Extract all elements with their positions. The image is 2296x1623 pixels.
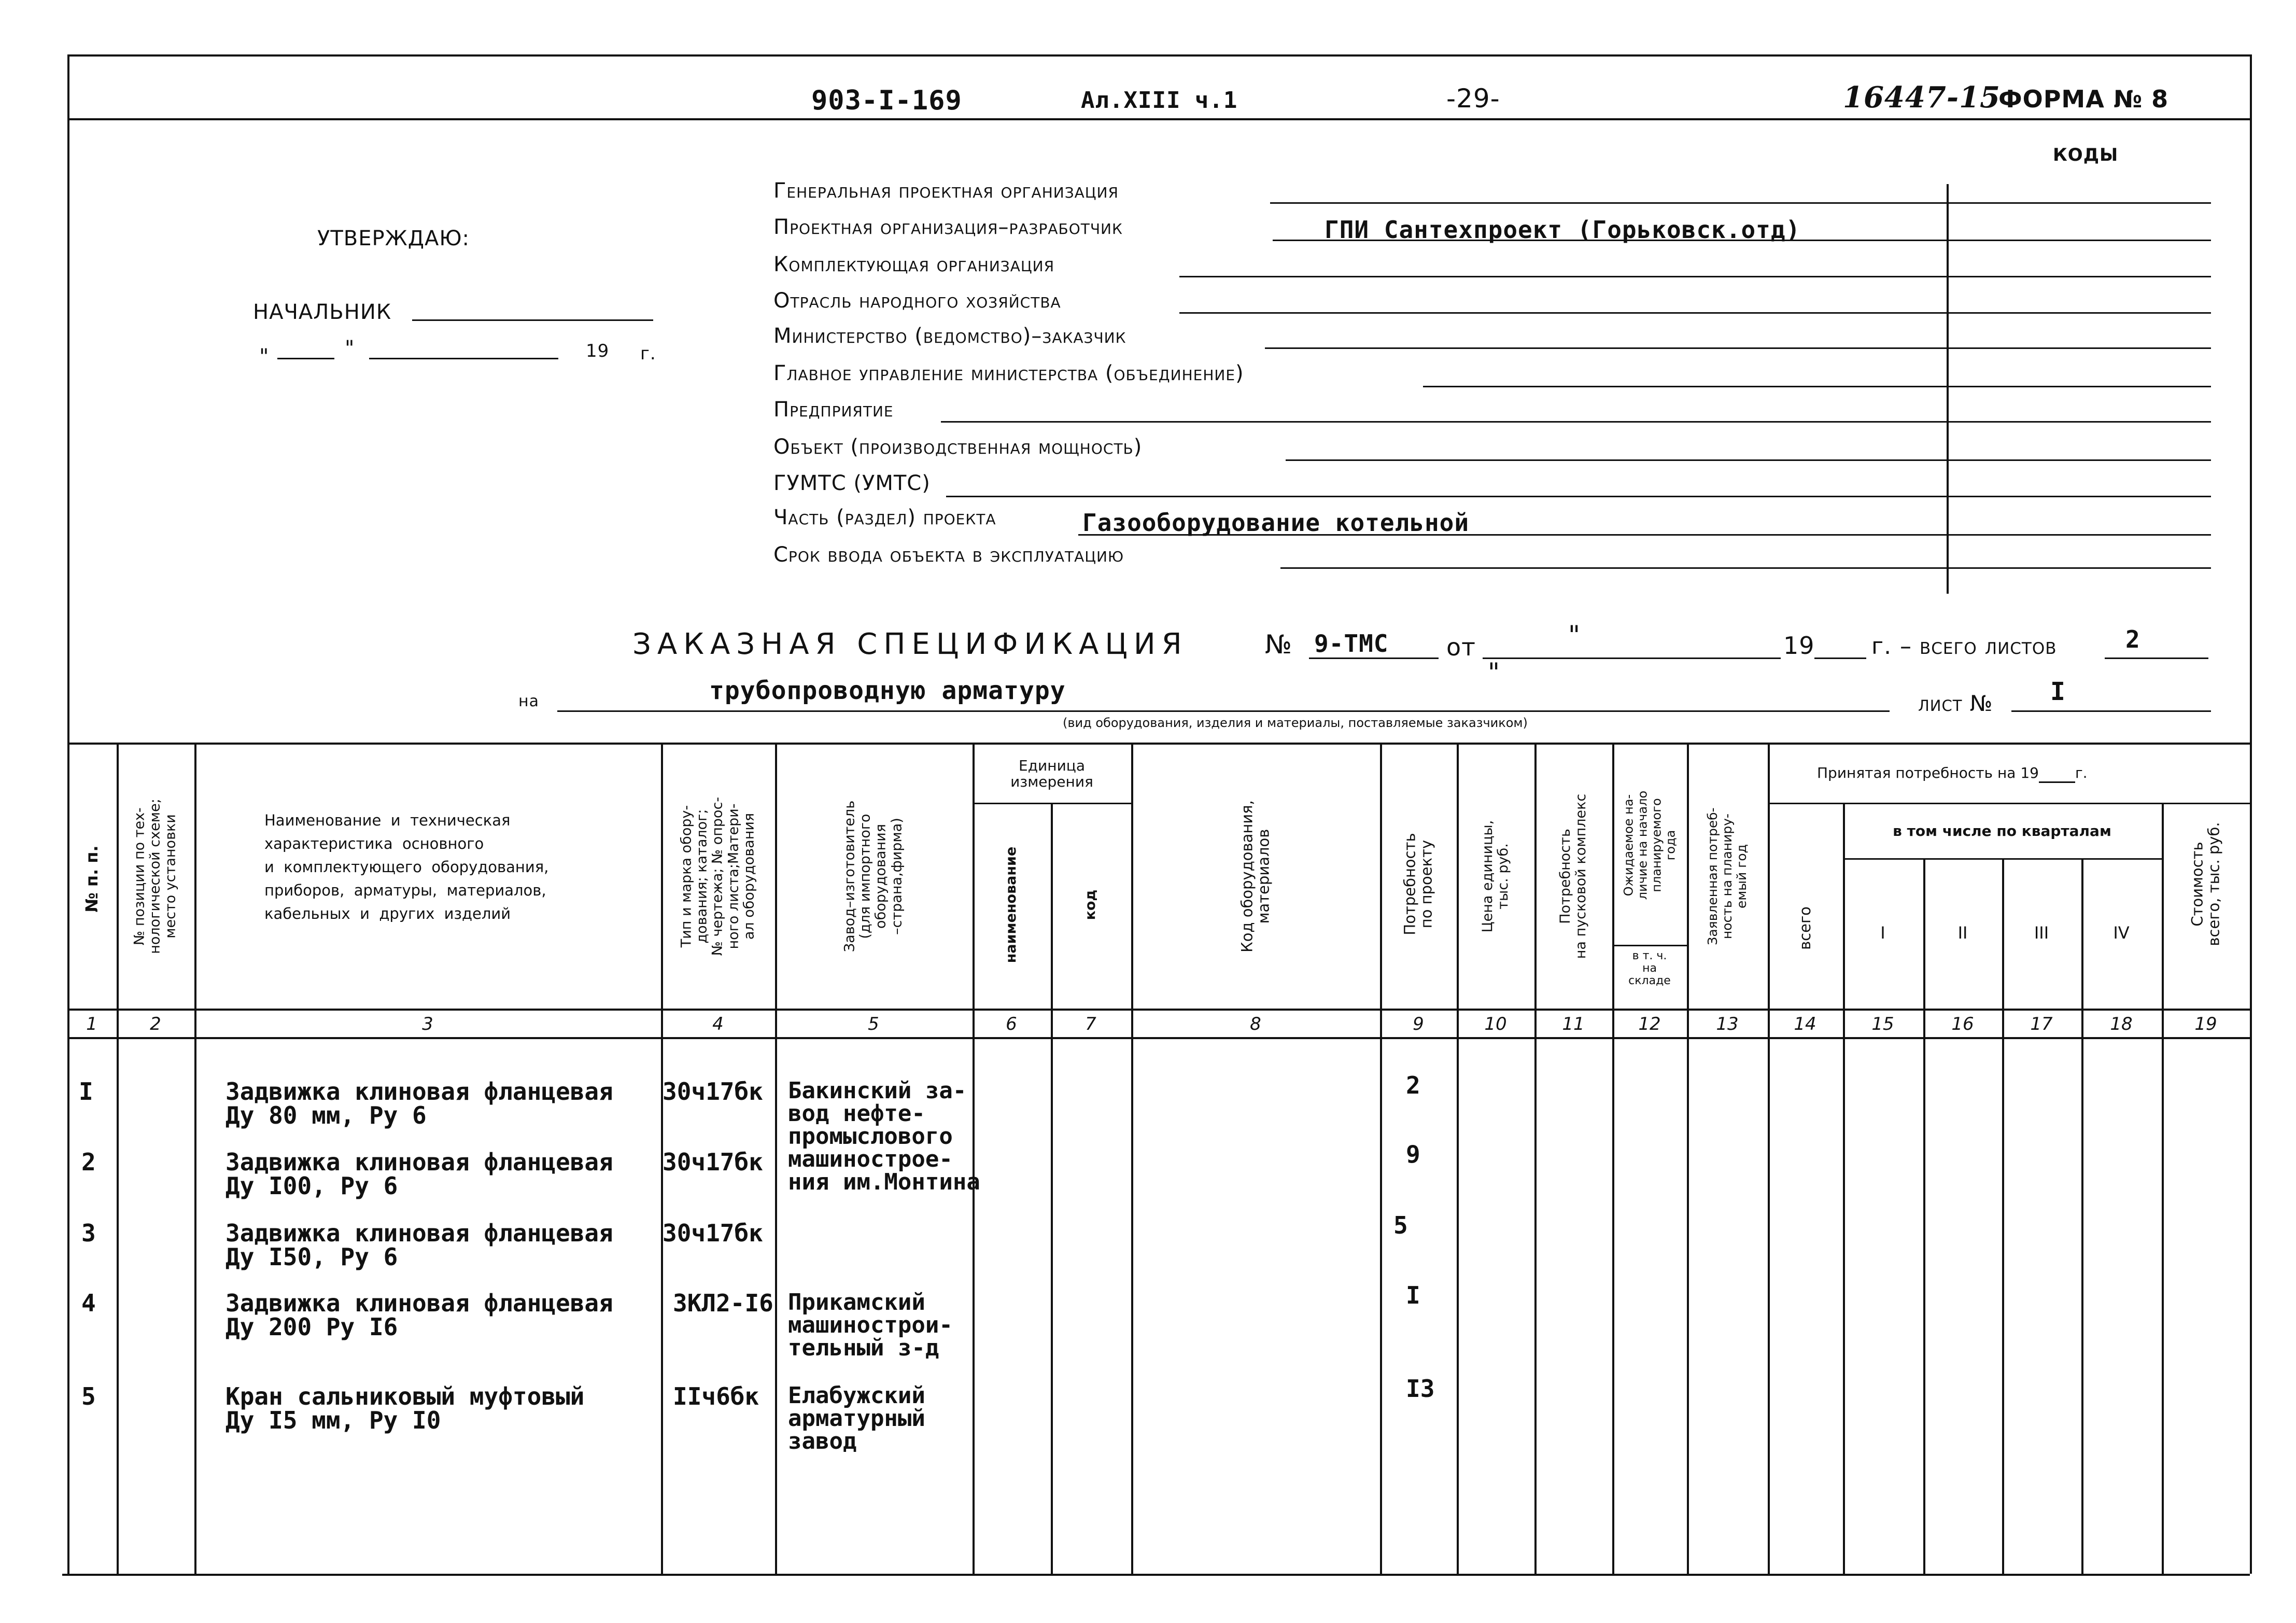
spec-quote-close: "	[1488, 657, 1500, 688]
manufacturer: Елабужский арматурный завод	[788, 1382, 925, 1454]
org-field-line	[1078, 534, 2211, 536]
col-number: 5	[868, 1014, 879, 1034]
col-header-q3: III	[2034, 923, 2049, 943]
row-need: 5	[1393, 1211, 1408, 1239]
col-number: 4	[712, 1014, 724, 1034]
accepted-suffix: г.	[2075, 764, 2088, 781]
row-number: 5	[81, 1382, 96, 1410]
org-field-label: Часть (раздел) проекта	[773, 506, 996, 529]
col-header-9: Потребность по проекту	[1401, 833, 1435, 935]
col-header-11: Потребность на пусковой комплекс	[1557, 793, 1589, 959]
org-field-line	[1423, 386, 2211, 387]
org-field-line	[946, 496, 2211, 497]
spec-year-line	[1814, 657, 1866, 659]
row-name: Задвижка клиновая фланцевая Ду I50, Ру 6	[226, 1219, 613, 1271]
col-number: 8	[1250, 1014, 1261, 1034]
row-type: 30ч17бк	[663, 1078, 763, 1106]
spec-from-label: от	[1446, 633, 1476, 661]
col-number: 12	[1638, 1014, 1661, 1034]
spec-number-label: №	[1265, 629, 1293, 660]
spec-total-sheets-line	[2105, 657, 2208, 659]
col-line	[194, 743, 196, 1574]
spec-sheet-line	[2011, 710, 2211, 712]
col-number: 18	[2110, 1014, 2133, 1034]
col-line	[1687, 743, 1689, 1574]
org-field-line	[1273, 240, 2211, 241]
org-field-label: Комплектующая организация	[773, 253, 1055, 276]
col-line	[1457, 743, 1459, 1574]
doc-code: 903-I-169	[811, 85, 962, 116]
col-header-5: Завод–изготовитель (для импортного оборудования –страна,фирма)	[841, 800, 905, 953]
manufacturer: Прикамский машинострои- тельный з-д	[788, 1289, 953, 1361]
col-header-19: Стоимость всего, тыс. руб.	[2188, 822, 2223, 946]
col-number: 3	[422, 1014, 433, 1034]
col-number: 15	[1871, 1014, 1894, 1034]
date-year-suffix: г.	[640, 343, 656, 364]
codes-divider	[1947, 184, 1949, 594]
chief-signature-line	[412, 319, 653, 321]
date-quote-open: "	[259, 345, 270, 369]
quarters-label: в том числе по кварталам	[1893, 822, 2111, 840]
col-line	[1612, 743, 1614, 1574]
col-number: 10	[1484, 1014, 1507, 1034]
spec-on-line	[557, 710, 1890, 712]
col-line	[1051, 803, 1053, 1574]
col-line	[117, 743, 119, 1574]
col-header-14: всего	[1796, 906, 1814, 950]
org-field-label: Главное управление министерства (объединение)	[773, 361, 1244, 385]
c12-sub-line	[1612, 945, 1687, 946]
org-field-line	[1270, 202, 2211, 204]
spec-number-line	[1309, 657, 1439, 659]
spec-date-line	[1483, 657, 1781, 659]
org-field-label: Объект (производственная мощность)	[773, 435, 1143, 459]
org-field-line	[1286, 459, 2211, 461]
col-line	[2002, 858, 2004, 1574]
spec-year-label: 19	[1783, 632, 1815, 660]
col-line	[1534, 743, 1537, 1574]
spec-on-value: трубопроводную арматуру	[709, 676, 1066, 705]
chief-label: НАЧАЛЬНИК	[253, 300, 392, 324]
col-number: 14	[1794, 1014, 1816, 1034]
spec-sheet-label: лист №	[1918, 691, 1993, 716]
table-top-line	[67, 743, 2250, 745]
col-header-unit-group: Единица измерения	[1010, 757, 1093, 790]
col-header-6: наименование	[1003, 846, 1019, 963]
spec-sheet-value: I	[2050, 677, 2066, 706]
col-header-8: Код оборудования, материалов	[1238, 800, 1273, 953]
spec-number-value: 9-ТМС	[1314, 629, 1389, 657]
col-number: 6	[1006, 1014, 1017, 1034]
spec-total-sheets-label: – всего листов	[1900, 633, 2057, 660]
frame-header-divider	[67, 118, 2250, 120]
org-field-label: Предприятие	[773, 398, 894, 422]
accepted-label: Принятая потребность на 19	[1817, 764, 2039, 781]
approve-label: УТВЕРЖДАЮ:	[317, 227, 470, 250]
col-header-10: Цена единицы, тыс. руб.	[1479, 820, 1511, 933]
col-number: 2	[150, 1014, 161, 1034]
org-field-label: Генеральная проектная организация	[773, 179, 1119, 203]
org-field-line	[1179, 276, 2211, 277]
row-type: ЗКЛ2-I6	[673, 1289, 773, 1317]
date-month-line	[369, 358, 558, 359]
col-number: 9	[1413, 1014, 1424, 1034]
col-header-1: № п. п.	[82, 845, 102, 913]
spec-quote-open: "	[1568, 620, 1581, 650]
col-header-7: код	[1082, 889, 1098, 920]
date-year-prefix: 19	[586, 341, 610, 361]
org-field-value: Газооборудование котельной	[1082, 509, 1470, 537]
form-label: ФОРМА № 8	[1998, 85, 2169, 113]
col-line	[1131, 743, 1133, 1574]
frame-left	[67, 54, 69, 1574]
date-quote-close: "	[345, 337, 355, 360]
table-colnum-top	[67, 1009, 2250, 1011]
row-need: 9	[1406, 1140, 1420, 1168]
accepted-header	[1817, 764, 2088, 783]
org-field-line	[941, 421, 2211, 423]
row-need: 2	[1406, 1071, 1420, 1099]
col-header-13: Заявленная потреб- ность на планиру- емый год	[1705, 807, 1749, 945]
row-type: IIч6бк	[673, 1382, 759, 1410]
row-type: 30ч17бк	[663, 1219, 763, 1247]
row-type: 30ч17бк	[663, 1148, 763, 1176]
col-line	[1380, 743, 1382, 1574]
row-number: 3	[81, 1219, 96, 1247]
spec-caption: (вид оборудования, изделия и материалы, поставляемые заказчиком)	[1063, 716, 1528, 730]
table-colnum-bottom	[67, 1037, 2250, 1039]
spec-total-sheets-value: 2	[2125, 625, 2140, 653]
col-number: 17	[2030, 1014, 2053, 1034]
spec-on-label: на	[518, 692, 539, 710]
col-number: 13	[1716, 1014, 1739, 1034]
org-field-label: Проектная организация–разработчик	[773, 215, 1123, 239]
col-number: 1	[86, 1014, 97, 1034]
org-field-label: Срок ввода объекта в эксплуатацию	[773, 543, 1124, 567]
col-number: 16	[1951, 1014, 1974, 1034]
org-field-line	[1265, 347, 2211, 349]
col-header-4: Тип и марка обору- дования; каталог; № чертежа; № опрос- ного листа;Матери- ал оборудования	[678, 796, 757, 956]
col-line	[1843, 803, 1845, 1574]
col-header-12: Ожидаемое на- личие на начало планируемого года	[1621, 790, 1678, 900]
org-field-label: Министерство (ведомство)–заказчик	[773, 324, 1126, 348]
col-header-q2: II	[1957, 923, 1968, 943]
frame-right	[2250, 54, 2252, 1574]
org-field-line	[1179, 312, 2211, 314]
org-field-value: ГПИ Сантехпроект (Горьковск.отд)	[1325, 216, 1801, 244]
accepted-group-line	[1768, 803, 2250, 804]
page-number: -29-	[1446, 83, 1500, 114]
date-day-line	[277, 358, 334, 359]
col-line	[775, 743, 777, 1574]
codes-label: КОДЫ	[2053, 145, 2119, 165]
col-line	[1768, 743, 1770, 1574]
row-number: 4	[81, 1289, 96, 1317]
spec-year-suffix: г.	[1871, 633, 1892, 660]
col-header-q4: IV	[2113, 923, 2130, 943]
row-need: I3	[1406, 1375, 1435, 1403]
row-number: I	[79, 1078, 93, 1106]
row-name: Кран сальниковый муфтовый Ду I5 мм, Ру I0	[226, 1382, 585, 1434]
frame-bottom	[62, 1574, 2250, 1576]
col-header-12-sub: в т. ч. на складе	[1628, 949, 1671, 988]
accepted-year-blank	[2039, 764, 2075, 783]
col-number: 7	[1085, 1014, 1096, 1034]
row-name: Задвижка клиновая фланцевая Ду 80 мм, Ру 6	[226, 1078, 613, 1129]
row-need: I	[1406, 1281, 1420, 1309]
row-name: Задвижка клиновая фланцевая Ду 200 Ру I6	[226, 1289, 613, 1341]
spec-title: ЗАКАЗНАЯ СПЕЦИФИКАЦИЯ	[632, 627, 1188, 661]
frame-top	[67, 54, 2250, 57]
org-field-line	[1280, 567, 2211, 569]
row-name: Задвижка клиновая фланцевая Ду I00, Ру 6	[226, 1148, 613, 1200]
row-number: 2	[81, 1148, 96, 1176]
col-header-q1: I	[1880, 923, 1885, 943]
org-field-label: Отрасль народного хозяйства	[773, 289, 1061, 313]
album-ref: Ал.XIII ч.1	[1081, 87, 1238, 114]
col-number: 11	[1562, 1014, 1585, 1034]
col-number: 19	[2194, 1014, 2217, 1034]
col-header-2: № позиции по тех- нологической схеме; место установки	[131, 799, 179, 954]
inventory-number: 16447-15	[1843, 80, 2001, 115]
col-header-3: Наименование и техническая характеристика основного и комплектующего оборудования, приборов, арматуры, материалов, кабельных и других изделий	[264, 812, 549, 922]
org-field-label: ГУМТС (УМТС)	[773, 471, 931, 495]
manufacturer: Бакинский за- вод нефте- промыслового машинострое- ния им.Монтина	[788, 1078, 980, 1195]
col-line	[1923, 858, 1925, 1574]
col-line	[2162, 803, 2164, 1574]
col-line	[2081, 858, 2083, 1574]
